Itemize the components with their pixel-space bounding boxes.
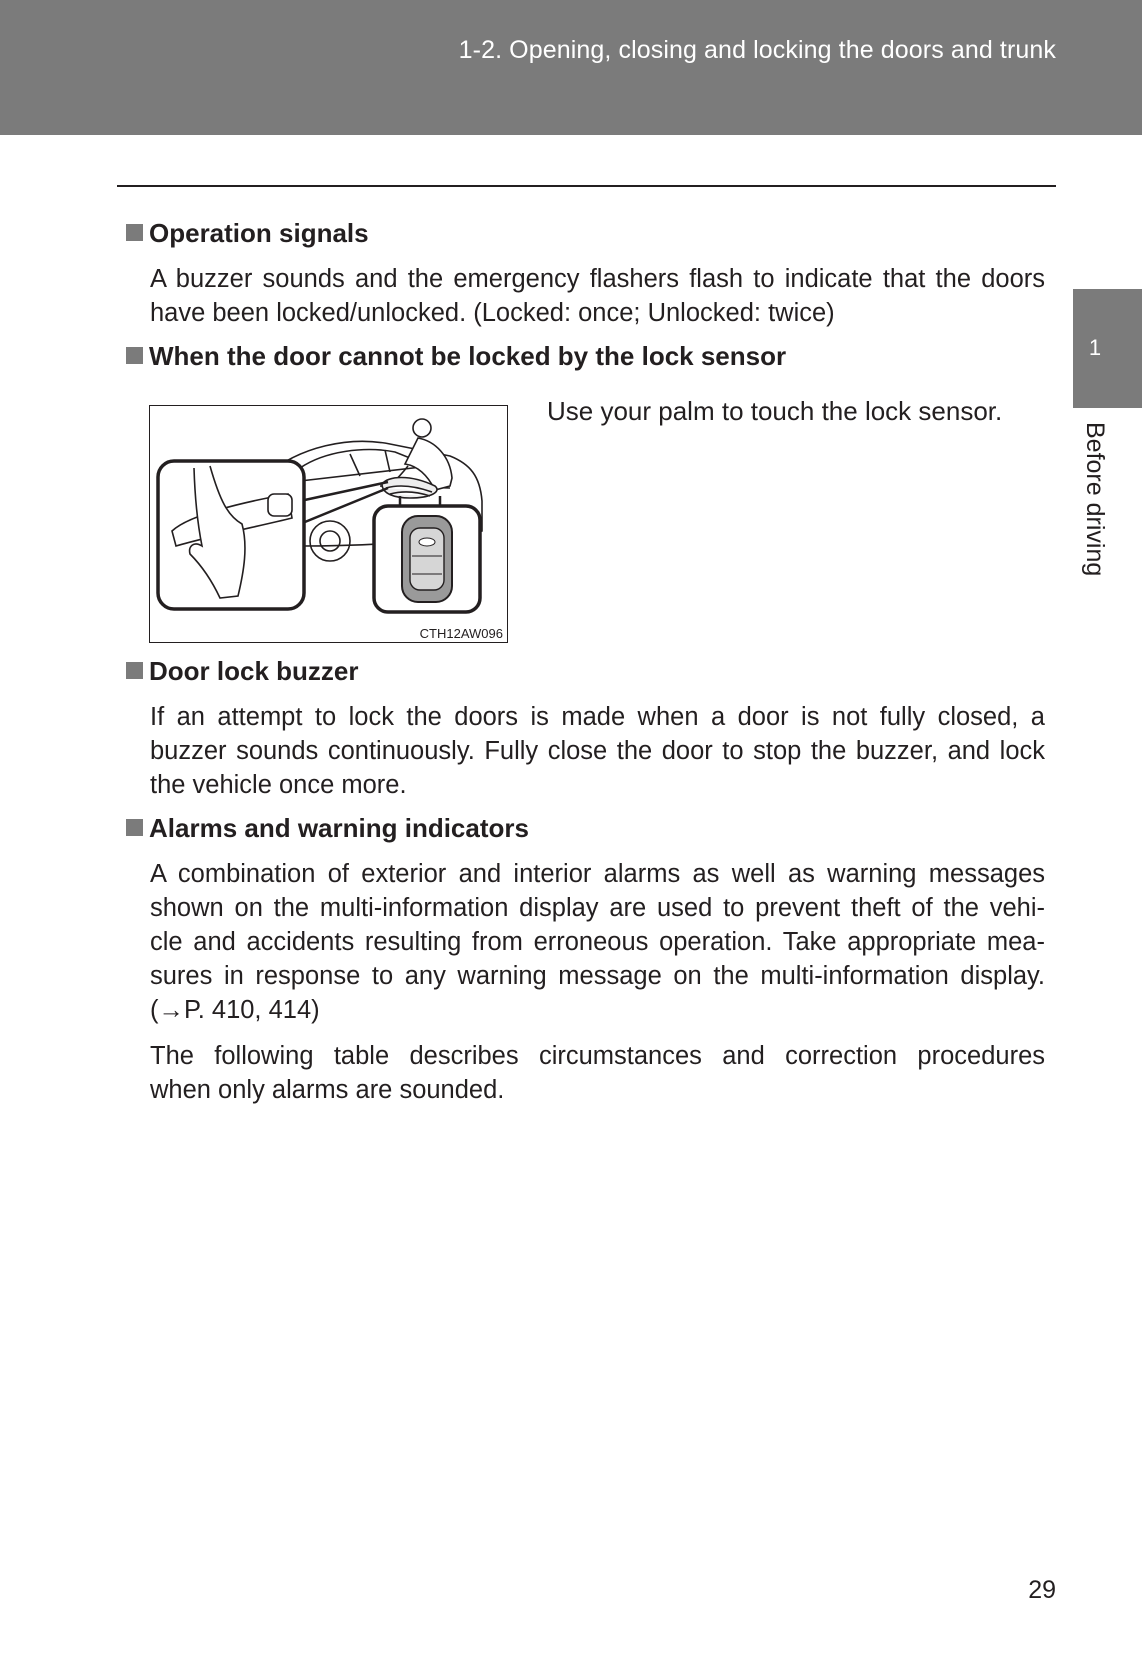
heading-text: When the door cannot be locked by the lock sensor — [149, 341, 787, 371]
paragraph-door-lock-buzzer — [150, 700, 1045, 802]
smart-key-icon — [374, 506, 480, 612]
heading-door-lock-buzzer — [126, 656, 358, 687]
square-bullet-icon — [126, 819, 143, 836]
text-line: cle and accidents resulting from erroneous operation. Take appropriate mea- — [150, 928, 1045, 956]
paragraph-alarms — [150, 857, 1045, 1027]
text-line: (→P. 410, 414) — [150, 996, 320, 1024]
text-line: when only alarms are sounded. — [150, 1076, 505, 1104]
chapter-tab — [1073, 289, 1142, 408]
heading-text: Door lock buzzer — [149, 656, 359, 686]
divider — [117, 185, 1056, 187]
heading-text: Alarms and warning indicators — [149, 813, 529, 843]
lock-sensor-illustration — [149, 405, 508, 643]
heading-text: Operation signals — [149, 218, 369, 248]
text-line: A buzzer sounds and the emergency flashers flash to indicate that the doors — [150, 265, 1045, 293]
hand-icon — [158, 461, 304, 609]
page-number: 29 — [1028, 1576, 1056, 1604]
square-bullet-icon — [126, 224, 143, 241]
text-line: shown on the multi-information display are used to prevent theft of the vehi- — [150, 894, 1045, 922]
text-line: If an attempt to lock the doors is made when a door is not fully closed, a — [150, 703, 1045, 731]
text-line: sures in response to any warning message on the multi-information display. — [150, 962, 1045, 990]
paragraph-table-intro — [150, 1039, 1045, 1107]
text-line: The following table describes circumstances and correction procedures — [150, 1042, 1045, 1070]
square-bullet-icon — [126, 662, 143, 679]
text-line: the vehicle once more. — [150, 771, 407, 799]
text-line: A combination of exterior and interior alarms as well as warning messages — [150, 860, 1045, 888]
figure-code: CTH12AW096 — [419, 626, 503, 641]
heading-operation-signals — [126, 218, 369, 249]
heading-alarms — [126, 813, 529, 844]
illustration-svg — [150, 406, 509, 644]
figure-caption: Use your palm to touch the lock sensor. — [547, 396, 1003, 426]
page-header — [0, 0, 1142, 135]
section-title: 1-2. Opening, closing and locking the doors and trunk — [458, 36, 1056, 64]
square-bullet-icon — [126, 347, 143, 364]
text-line: have been locked/unlocked. (Locked: once; Unlocked: twice) — [150, 299, 835, 327]
heading-lock-sensor — [126, 341, 786, 372]
text-line: buzzer sounds continuously. Fully close the door to stop the buzzer, and lock — [150, 737, 1045, 765]
chapter-title: Before driving — [1081, 422, 1109, 577]
chapter-number: 1 — [1088, 335, 1102, 360]
paragraph-operation-signals — [150, 262, 1045, 330]
